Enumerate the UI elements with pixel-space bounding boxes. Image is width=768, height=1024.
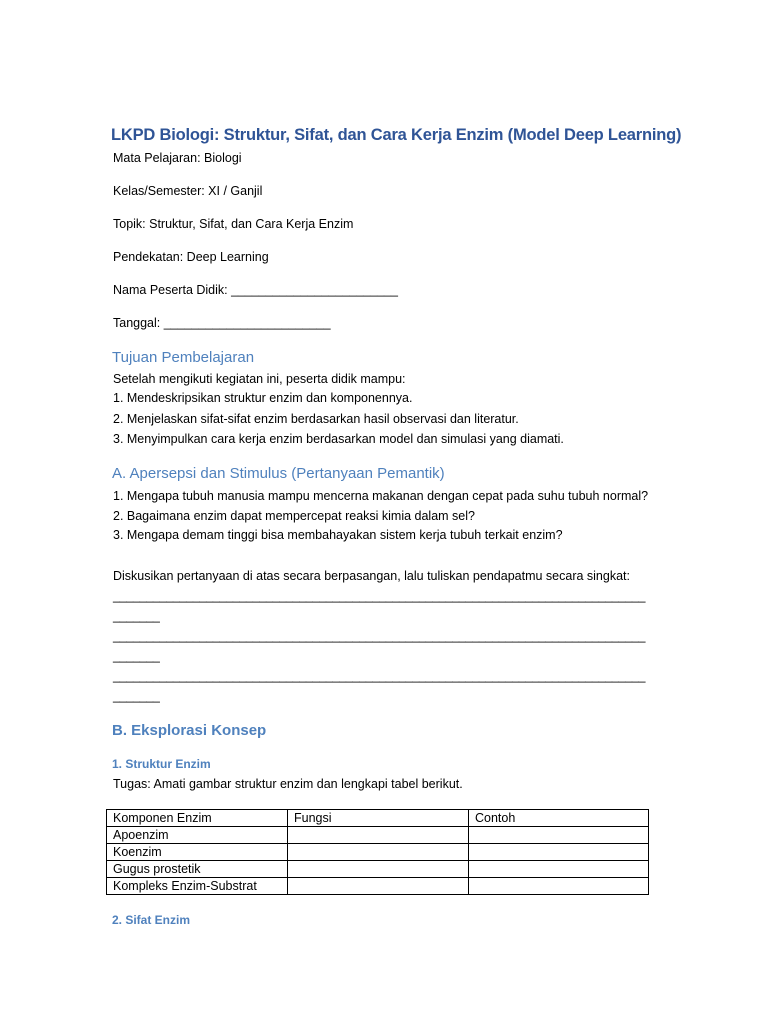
- answer-line[interactable]: _______: [113, 649, 160, 663]
- table-cell-function[interactable]: [288, 827, 469, 844]
- table-cell-example[interactable]: [469, 861, 649, 878]
- meta-topic: Topik: Struktur, Sifat, dan Cara Kerja Enzim: [113, 217, 354, 231]
- table-row: [107, 827, 649, 844]
- heading-apersepsi: A. Apersepsi dan Stimulus (Pertanyaan Pemantik): [112, 465, 445, 482]
- objective-item: 3. Menyimpulkan cara kerja enzim berdasarkan model dan simulasi yang diamati.: [113, 432, 564, 446]
- table-header: Fungsi: [288, 810, 469, 827]
- task-instruction: Tugas: Amati gambar struktur enzim dan lengkapi tabel berikut.: [113, 777, 463, 791]
- answer-line[interactable]: _______: [113, 689, 160, 703]
- table-cell-example[interactable]: [469, 878, 649, 895]
- table-row: [107, 861, 649, 878]
- question-item: 3. Mengapa demam tinggi bisa membahayakan sistem kerja tubuh terkait enzim?: [113, 528, 563, 542]
- table-cell-component: Kompleks Enzim-Substrat: [107, 878, 288, 895]
- table-header-row: [107, 810, 649, 827]
- objective-item: 1. Mendeskripsikan struktur enzim dan komponennya.: [113, 391, 413, 405]
- document-title: LKPD Biologi: Struktur, Sifat, dan Cara Kerja Enzim (Model Deep Learning): [111, 126, 682, 144]
- table-cell-component: Gugus prostetik: [107, 861, 288, 878]
- objectives-intro: Setelah mengikuti kegiatan ini, peserta didik mampu:: [113, 372, 406, 386]
- subheading-struktur: 1. Struktur Enzim: [112, 757, 211, 771]
- table-cell-function[interactable]: [288, 861, 469, 878]
- heading-eksplorasi: B. Eksplorasi Konsep: [112, 722, 267, 739]
- objective-item: 2. Menjelaskan sifat-sifat enzim berdasarkan hasil observasi dan literatur.: [113, 412, 519, 426]
- enzyme-component-table: [106, 809, 649, 895]
- table-cell-component: Koenzim: [107, 844, 288, 861]
- table-cell-example[interactable]: [469, 827, 649, 844]
- answer-line[interactable]: ________________________________________________________________________________: [113, 629, 646, 643]
- table-cell-function[interactable]: [288, 844, 469, 861]
- question-item: 1. Mengapa tubuh manusia mampu mencerna makanan dengan cepat pada suhu tubuh normal?: [113, 489, 649, 503]
- answer-line[interactable]: ________________________________________________________________________________: [113, 589, 646, 603]
- meta-class: Kelas/Semester: XI / Ganjil: [113, 184, 263, 198]
- answer-line[interactable]: ________________________________________________________________________________: [113, 669, 646, 683]
- answer-line[interactable]: _______: [113, 609, 160, 623]
- meta-approach: Pendekatan: Deep Learning: [113, 250, 269, 264]
- table-header: Komponen Enzim: [107, 810, 288, 827]
- heading-objectives: Tujuan Pembelajaran: [112, 349, 255, 366]
- discussion-instruction: Diskusikan pertanyaan di atas secara berpasangan, lalu tuliskan pendapatmu secara singkat:: [113, 569, 630, 583]
- table-cell-component: Apoenzim: [107, 827, 288, 844]
- meta-student-name: Nama Peserta Didik: ________________________: [113, 283, 398, 297]
- table-row: [107, 878, 649, 895]
- question-item: 2. Bagaimana enzim dapat mempercepat reaksi kimia dalam sel?: [113, 509, 475, 523]
- table-cell-example[interactable]: [469, 844, 649, 861]
- table-row: [107, 844, 649, 861]
- table-cell-function[interactable]: [288, 878, 469, 895]
- meta-date: Tanggal: ________________________: [113, 316, 331, 330]
- meta-subject: Mata Pelajaran: Biologi: [113, 151, 242, 165]
- subheading-sifat: 2. Sifat Enzim: [112, 913, 191, 927]
- table-header: Contoh: [469, 810, 649, 827]
